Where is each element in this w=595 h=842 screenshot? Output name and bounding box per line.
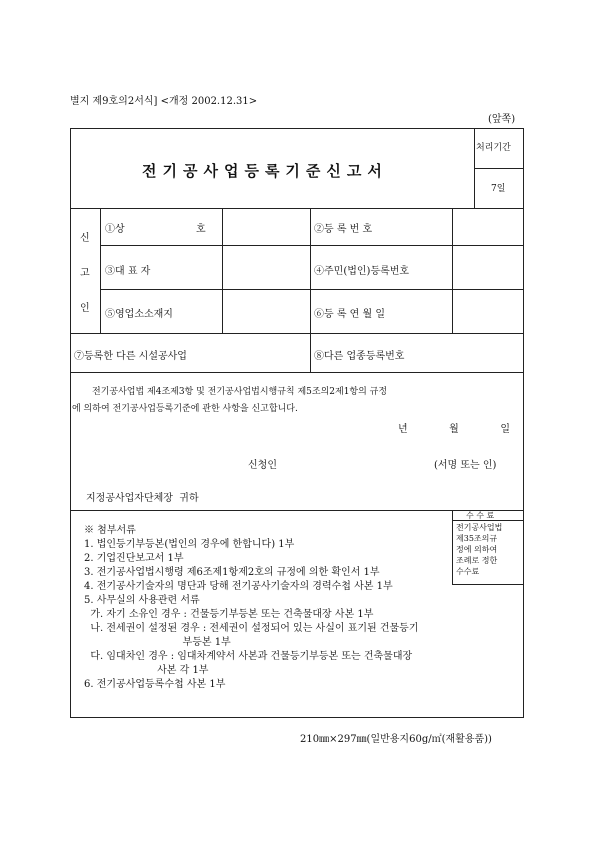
attachment-item: 부등본 1부 [84,637,231,648]
attachment-item: 1. 법인등기부등본(법인의 경우에 한합니다) 1부 [84,539,295,550]
field-label-resident-number: ④주민(법인)등록번호 [314,266,410,277]
registration-number-input[interactable] [454,210,522,243]
registration-date-input[interactable] [454,291,522,331]
field-label-representative: ③대 표 자 [105,266,151,277]
field-label-other-facility-business: ⑦등록한 다른 시설공사업 [74,351,187,362]
date-year-label: 년 [398,424,408,435]
attachments-heading: ※ 첨부서류 [84,525,136,536]
paper-size-footer: 210㎜×297㎜(일반용지60g/㎡(재활용품)) [300,734,492,745]
fee-line: 조례로 정한 [456,556,498,565]
recipient-label: 지정공사업자단체장 귀하 [86,493,199,504]
attachment-item: 4. 전기공사기술자의 명단과 당해 전기공사기술자의 경력수첩 사본 1부 [84,581,393,592]
fee-line: 전기공사업법 [456,523,503,532]
field-label-trade-name: ①상 [105,224,125,235]
attachment-item: 6. 전기공사업등록수첩 사본 1부 [84,679,226,690]
attachment-item: 5. 사무실의 사용관련 서류 [84,595,200,606]
applicant-side-char-1: 신 [80,233,90,244]
field-label-registration-date: ⑥등 록 연 월 일 [314,309,386,320]
form-reference: 별지 제9호의2서식] <개정 2002.12.31> [70,96,258,107]
fee-header: 수 수 료 [466,511,495,520]
applicant-side-char-3: 인 [80,303,90,314]
field-label-trade-name-b: 호 [196,224,206,235]
page-side-label: (앞쪽) [488,114,516,125]
representative-input[interactable] [224,247,308,287]
fee-line: 정에 의하여 [456,545,498,554]
declaration-date [398,420,510,435]
other-business-number-input[interactable] [420,336,522,370]
attachment-item: 다. 임대차인 경우 : 임대차계약서 사본과 건물등기부등본 또는 건축물대장 [84,651,413,662]
field-label-other-business-number: ⑧다른 업종등록번호 [314,351,405,362]
fee-description [456,522,502,577]
fee-line: 수수료 [456,567,480,576]
attachment-item: 나. 전세권이 설정된 경우 : 전세권이 설정되어 있는 사실이 표기된 건물등기 [84,623,419,634]
applicant-side-char-2: 고 [80,268,90,279]
processing-period-label: 처리기간 [476,143,511,153]
business-address-input[interactable] [224,291,308,331]
resident-number-input[interactable] [454,247,522,287]
date-month-label: 월 [449,424,459,435]
attachment-item: 가. 자기 소유인 경우 : 건물등기부등본 또는 건축물대장 사본 1부 [84,609,374,620]
signature-label[interactable]: (서명 또는 인) [434,460,497,471]
applicant-label: 신청인 [248,460,277,471]
attachments-section [84,524,419,692]
attachment-item: 2. 기업진단보고서 1부 [84,553,184,564]
declaration-line-2: 에 의하여 전기공사업등록기준에 관한 사항을 신고합니다. [72,404,298,414]
field-label-business-address: ⑤영업소소재지 [105,309,173,320]
attachment-item: 사본 각 1부 [84,665,209,676]
form-title: 전기공사업등록기준신고서 [142,162,388,180]
field-label-registration-number: ②등 록 번 호 [314,224,373,235]
fee-line: 제35조의규 [456,534,498,543]
attachment-item: 3. 전기공사업법시행령 제6조제1항제2호의 규정에 의한 확인서 1부 [84,567,380,578]
processing-period-value: 7일 [491,184,506,194]
trade-name-input[interactable] [224,210,308,243]
declaration-line-1: 전기공사업법 제4조제3항 및 전기공사업법시행규칙 제5조의2제1항의 규정 [92,387,388,397]
date-day-label: 일 [500,424,510,435]
